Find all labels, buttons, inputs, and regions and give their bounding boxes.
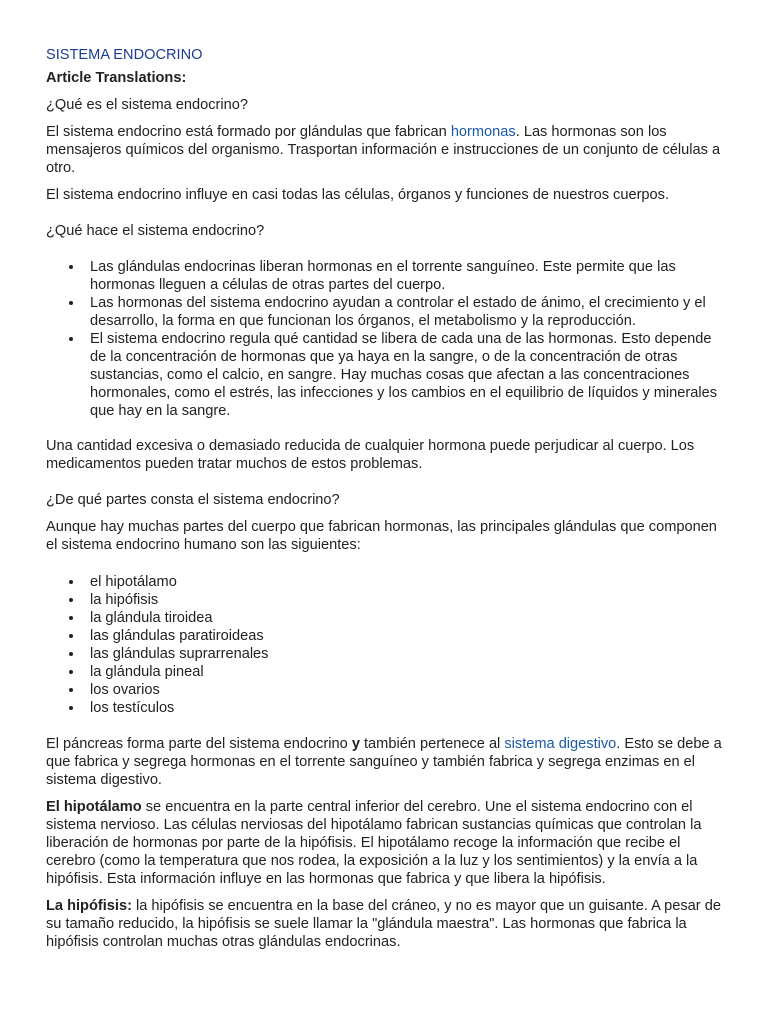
paragraph-definition-end: . Las hormonas son los mensajeros químicos del organismo. Trasportan información e instrucciones de un conjunto de células a otro. [46, 124, 721, 176]
paragraph-parts-intro: Aunque hay muchas partes del cuerpo que fabrican hormonas, las principales glándulas que componen el sistema endocrino humano son las siguientes: [46, 519, 717, 553]
document-title: SISTEMA ENDOCRINO [46, 47, 203, 63]
list-item: la glándula tiroidea [90, 609, 726, 627]
sistema-digestivo-link[interactable]: sistema digestivo [504, 736, 617, 752]
hypothalamus-term: El hipotálamo [46, 799, 142, 815]
paragraph-hypothalamus [46, 798, 726, 888]
paragraph-influence: El sistema endocrino influye en casi todas las células, órganos y funciones de nuestros cuerpos. [46, 187, 670, 203]
question-what-is: ¿Qué es el sistema endocrino? [46, 97, 248, 113]
list-item: la glándula pineal [90, 663, 726, 681]
list-item: los ovarios [90, 681, 726, 699]
list-item: los testículos [90, 699, 726, 717]
paragraph-definition-start: El sistema endocrino está formado por glándulas que fabrican [46, 124, 451, 140]
paragraph-excess: Una cantidad excesiva o demasiado reducida de cualquier hormona puede perjudicar al cuerpo. Los medicamentos pueden tratar muchos de estos problemas. [46, 438, 695, 472]
hormonas-link[interactable]: hormonas [450, 124, 516, 140]
article-translations-heading: Article Translations: [46, 70, 187, 86]
paragraph-pancreas-end: . Esto se debe a que fabrica y segrega hormonas en el torrente sanguíneo y también fabrica y segrega enzimas en el sistema digestivo. [46, 736, 722, 788]
list-item: Las hormonas del sistema endocrino ayudan a controlar el estado de ánimo, el crecimiento y el desarrollo, la forma en que funcionan los órganos, el metabolismo y la reproducción. [90, 294, 726, 330]
pituitary-term: La hipófisis: [46, 898, 132, 914]
article-content [46, 46, 726, 960]
list-item: El sistema endocrino regula qué cantidad se libera de cada una de las hormonas. Esto depende de la concentración de hormonas que ya haya en la sangre, o de la concentración de otras sustancias, como el calcio, en sangre. Hay muchas cosas que afectan a las concentraciones hormonales, como el estrés, las infecciones y los cambios en el equilibrio de líquidos y minerales que hay en la sangre. [90, 330, 726, 420]
paragraph-pancreas-start: El páncreas forma parte del sistema endocrino [46, 736, 352, 752]
paragraph-definition [46, 123, 726, 177]
list-item: las glándulas paratiroideas [90, 627, 726, 645]
paragraph-pituitary [46, 897, 726, 951]
list-item: la hipófisis [90, 591, 726, 609]
paragraph-pancreas-mid: también pertenece al [359, 736, 505, 752]
list-item: Las glándulas endocrinas liberan hormonas en el torrente sanguíneo. Este permite que las hormonas lleguen a células de otras partes del cuerpo. [90, 258, 726, 294]
glands-list [46, 573, 726, 717]
functions-list [46, 258, 726, 420]
question-what-does: ¿Qué hace el sistema endocrino? [46, 223, 265, 239]
hypothalamus-description: se encuentra en la parte central inferior del cerebro. Une el sistema endocrino con el sistema nervioso. Las células nerviosas del hipotálamo fabrican sustancias químicas que controlan la liberación de hormonas por parte de la hipófisis. El hipotálamo recoge la información que recibe el cerebro (como la temperatura que nos rodea, la exposición a la luz y los sentimientos) y la envía a la hipófisis. Esta información influye en las hormonas que fabrica y que libera la hipófisis. [46, 799, 702, 887]
paragraph-pancreas [46, 735, 726, 789]
pituitary-description: la hipófisis se encuentra en la base del cráneo, y no es mayor que un guisante. A pesar de su tamaño reducido, la hipófisis se suele llamar la "glándula maestra". Las hormonas que fabrica la hipófisis controlan muchas otras glándulas endocrinas. [46, 898, 721, 950]
list-item: las glándulas suprarrenales [90, 645, 726, 663]
question-parts: ¿De qué partes consta el sistema endocrino? [46, 492, 340, 508]
paragraph-pancreas-bold: y [351, 736, 360, 752]
list-item: el hipotálamo [90, 573, 726, 591]
